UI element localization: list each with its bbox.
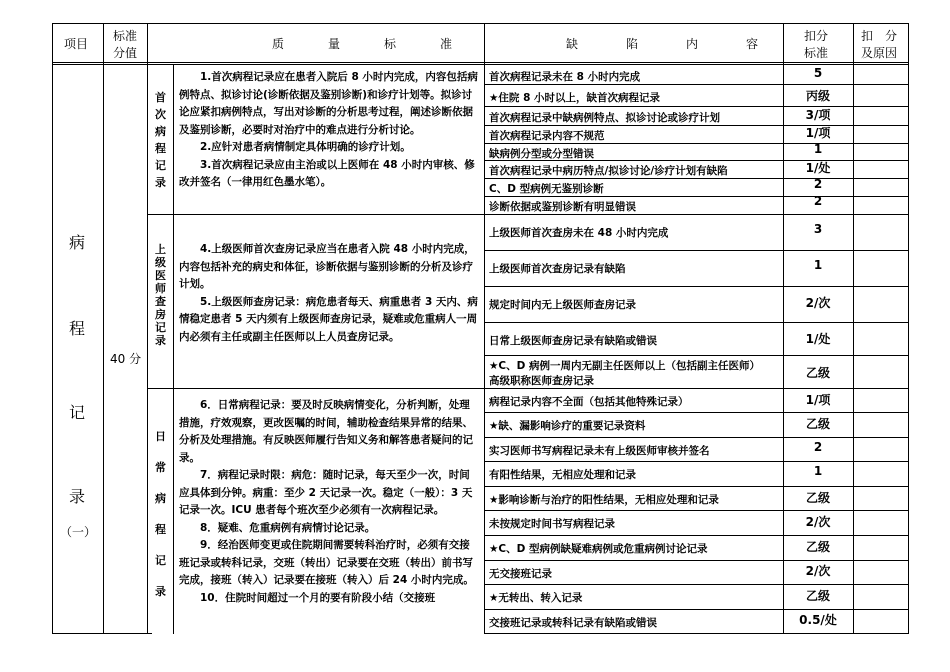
- section-char: 录: [155, 334, 166, 347]
- defect-text: 诊断依据或鉴别诊断有明显错误: [489, 201, 636, 213]
- defect-text: C、D 型病例无鉴别诊断: [489, 183, 604, 195]
- header-score-line1: 标准: [113, 29, 138, 43]
- section-char: 录: [155, 176, 166, 189]
- defect-text: ★影响诊断与治疗的阳性结果，无相应处理和记录: [489, 494, 719, 506]
- deduct-score: 5: [813, 66, 823, 80]
- section-char: 查: [155, 295, 166, 308]
- deduct-score: 乙级: [805, 417, 830, 431]
- quality-paragraph: 8．疑难、危重病例有病情讨论记录。: [200, 521, 376, 534]
- section-char: 记: [155, 159, 166, 172]
- deduct-score: 1: [813, 258, 823, 272]
- quality-paragraph: 7．病程记录时限：病危：随时记录，每天至少一次，时间应具体到分钟。病重：至少 2 天记录一次。稳定（一般）：3 天记录一次。ICU 患者每个班次至少必须有一次病程记录。: [179, 469, 473, 516]
- deduct-score: 1/项: [805, 393, 831, 407]
- section-char: 常: [155, 461, 166, 474]
- section-char: 医: [155, 269, 166, 282]
- defect-text: 日常上级医师查房记录有缺陷或错误: [489, 335, 657, 347]
- item-char: 记: [69, 403, 86, 422]
- header-defect: 缺 陷 内 容: [566, 37, 777, 51]
- defect-text: 病程记录内容不全面（包括其他特殊记录）: [489, 396, 689, 408]
- section-char: 日: [155, 430, 166, 443]
- defect-text: 首次病程记录内容不规范: [489, 130, 605, 142]
- item-sub: （一）: [60, 525, 97, 539]
- defect-text: ★C、D 型病例缺疑难病例或危重病例讨论记录: [489, 543, 708, 555]
- deduct-score: 0.5/处: [799, 613, 837, 627]
- defect-text: 无交接班记录: [489, 568, 552, 580]
- quality-section-2: [179, 241, 479, 346]
- quality-paragraph: 1.首次病程记录应在患者入院后 8 小时内完成，内容包括病例特点、拟诊讨论(诊断依据及鉴别诊断)和诊疗计划等。拟诊讨论应紧扣病例特点，写出对诊断的分析思考过程，阐述诊断依据及鉴别诊断，必要时对治疗中的难点进行分析讨论。: [179, 71, 478, 136]
- defect-text: ★无转出、转入记录: [489, 592, 583, 604]
- header-reason-line2: 及原因: [861, 46, 898, 60]
- section-char: 程: [155, 142, 166, 155]
- defect-text: 缺病例分型或分型错误: [489, 148, 594, 160]
- deduct-score: 2: [813, 194, 823, 208]
- deduct-score: 3: [813, 222, 823, 236]
- section-char: 病: [155, 125, 166, 138]
- quality-paragraph: 4.上级医师首次查房记录应当在患者入院 48 小时内完成，内容包括补充的病史和体征，诊断依据与鉴别诊断的分析及诊疗计划。: [179, 243, 475, 290]
- deduct-score: 丙级: [805, 89, 830, 103]
- section-char: 录: [155, 585, 166, 598]
- deduct-score: 2/次: [805, 515, 831, 529]
- score-value: 40 分: [110, 352, 142, 366]
- header-item: 项目: [64, 37, 89, 51]
- header-quality: 质 量 标 准: [272, 37, 469, 51]
- deduct-score: 乙级: [805, 366, 830, 380]
- deduct-score: 乙级: [805, 540, 830, 554]
- defect-text-continued: 高级职称医师查房记录: [489, 375, 594, 387]
- section-name-daily-record: [153, 431, 168, 597]
- defect-text: ★缺、漏影响诊疗的重要记录资料: [489, 420, 646, 432]
- item-char: 程: [69, 319, 86, 338]
- defect-text: 有阳性结果，无相应处理和记录: [489, 469, 636, 481]
- section-name-superior-rounds: [153, 244, 168, 346]
- header-deduct-line2: 标准: [804, 46, 829, 60]
- defect-text: 未按规定时间书写病程记录: [489, 518, 615, 530]
- deduct-score: 乙级: [805, 589, 830, 603]
- section-char: 师: [155, 282, 166, 295]
- defect-text: 实习医师书写病程记录未有上级医师审核并签名: [489, 445, 710, 457]
- deduct-score: 2/次: [805, 296, 831, 310]
- deduct-score: 乙级: [805, 491, 830, 505]
- item-char: 病: [69, 233, 86, 252]
- section-char: 次: [155, 108, 166, 121]
- deduct-score: 2/次: [805, 564, 831, 578]
- defect-text: 规定时间内无上级医师查房记录: [489, 299, 636, 311]
- quality-paragraph: 9．经治医师变更或住院期间需要转科治疗时，必须有交接班记录或转科记录，交班（转出）记录要在交班（转出）前书写完成，接班（转入）记录要在接班（转入）后 24 小时内完成。: [179, 539, 474, 586]
- section-name-first-record: [153, 92, 168, 188]
- defect-text: 首次病程记录中病历特点/拟诊讨论/诊疗计划有缺陷: [489, 165, 728, 177]
- deduct-score: 1/项: [805, 126, 831, 140]
- deduct-score: 1: [813, 464, 823, 478]
- deduct-score: 2: [813, 177, 823, 191]
- header-reason-line1: 扣 分: [861, 29, 898, 43]
- deduct-score: 1/处: [805, 332, 831, 346]
- deduct-score: 2: [813, 440, 823, 454]
- quality-paragraph: 3.首次病程记录应由主治或以上医师在 48 小时内审核、修改并签名（一律用红色墨水笔）。: [179, 158, 475, 188]
- deduct-score: 1: [813, 142, 823, 156]
- section-char: 上: [155, 243, 166, 256]
- defect-text: 交接班记录或转科记录有缺陷或错误: [489, 617, 657, 629]
- section-char: 记: [155, 321, 166, 334]
- quality-section-1: [179, 69, 479, 192]
- quality-paragraph: 2.应针对患者病情制定具体明确的诊疗计划。: [200, 141, 411, 153]
- section-char: 程: [155, 523, 166, 536]
- deduct-score: 1/处: [805, 161, 831, 175]
- defect-text: ★C、D 病例一周内无副主任医师以上（包括副主任医师）: [489, 360, 760, 372]
- defect-text: 首次病程记录未在 8 小时内完成: [489, 71, 641, 83]
- defect-text: 上级医师首次查房未在 48 小时内完成: [489, 227, 669, 239]
- item-char: 录: [69, 487, 86, 506]
- header-score-line2: 分值: [113, 46, 138, 60]
- section-char: 房: [155, 308, 166, 321]
- section-char: 记: [155, 554, 166, 567]
- defect-text: 首次病程记录中缺病例特点、拟诊讨论或诊疗计划: [489, 112, 720, 124]
- deduct-score: 3/项: [805, 108, 831, 122]
- section-char: 首: [155, 91, 166, 104]
- quality-paragraph: 6．日常病程记录：要及时反映病情变化，分析判断，处理措施，疗效观察，更改医嘱的时间，辅助检查结果异常的结果、分析及处理措施。有反映医师履行告知义务和解答患者疑问的记录。: [179, 399, 473, 464]
- defect-text: ★住院 8 小时以上，缺首次病程记录: [489, 92, 661, 104]
- quality-paragraph: 10．住院时间超过一个月的要有阶段小结（交接班: [200, 591, 436, 604]
- quality-section-3: [179, 397, 479, 607]
- defect-text: 上级医师首次查房记录有缺陷: [489, 263, 626, 275]
- quality-paragraph: 5.上级医师查房记录：病危患者每天、病重患者 3 天内、病情稳定患者 5 天内须有上级医师查房记录，疑难或危重病人一周内必须有主任或副主任医师以上人员查房记录。: [179, 295, 478, 343]
- header-deduct-line1: 扣分: [804, 29, 829, 43]
- section-char: 级: [155, 256, 166, 269]
- section-char: 病: [155, 492, 166, 505]
